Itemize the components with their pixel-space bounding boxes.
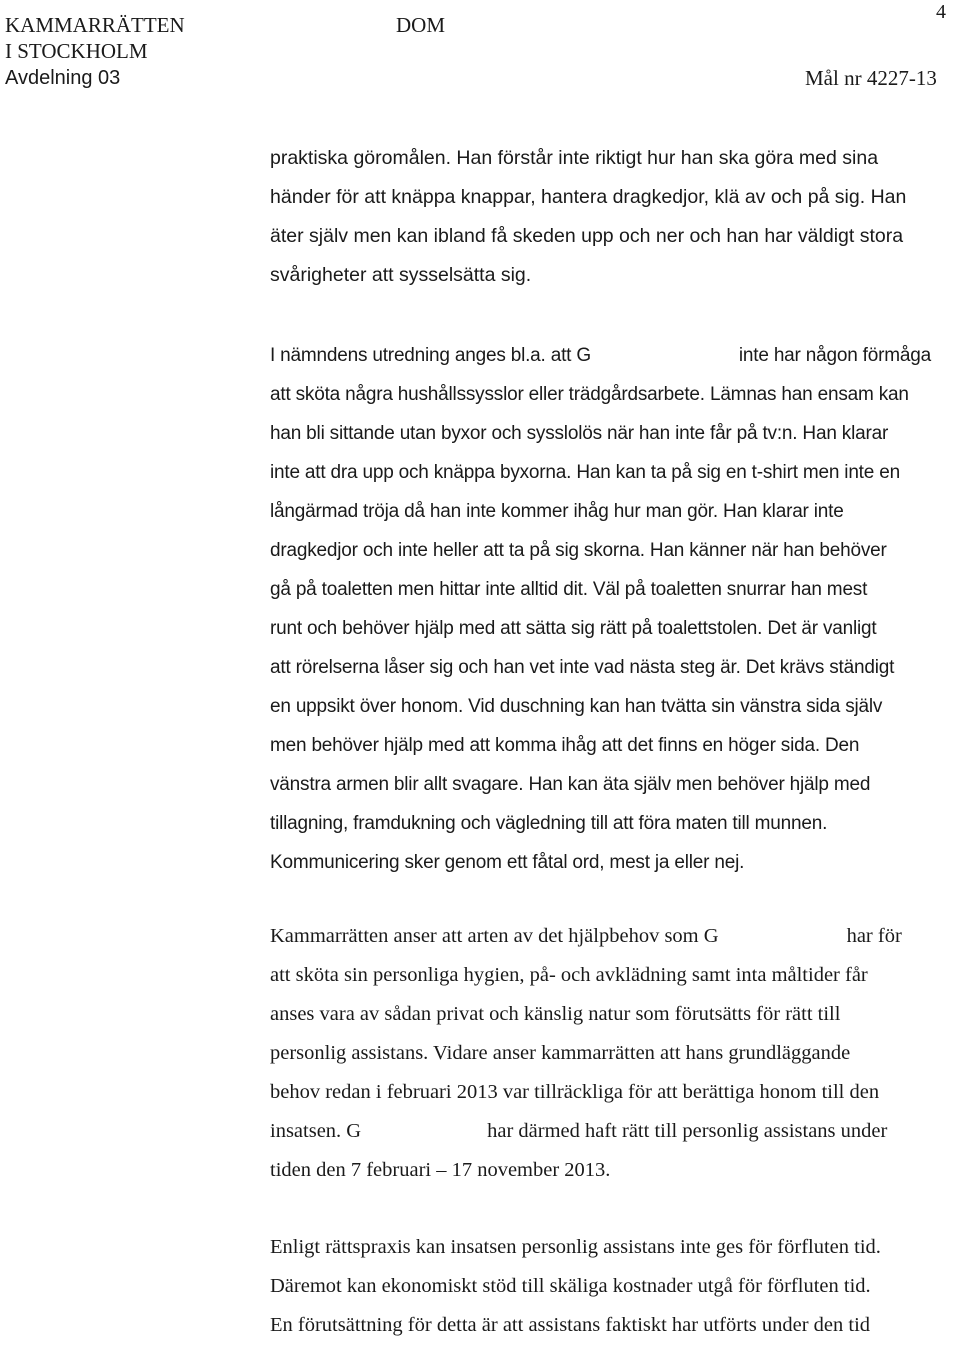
text-line: inte att dra upp och knäppa byxorna. Han kan ta på sig en t-shirt men inte en <box>270 462 900 483</box>
paragraph-2 <box>270 336 960 882</box>
text-line: personlig assistans. Vidare anser kammarrätten att hans grundläggande <box>270 1042 851 1064</box>
text-line: äter själv men kan ibland få skeden upp och ner och han har väldigt stora <box>270 225 904 247</box>
text-line: tillagning, framdukning och vägledning till att föra maten till munnen. <box>270 813 828 834</box>
text-line: gå på toaletten men hittar inte alltid dit. Väl på toaletten snurrar han mest <box>270 579 868 600</box>
text-line: vänstra armen blir allt svagare. Han kan äta själv men behöver hjälp med <box>270 774 871 795</box>
text-line: anses vara av sådan privat och känslig natur som förutsätts för rätt till <box>270 1003 841 1025</box>
text-line: Däremot kan ekonomiskt stöd till skäliga kostnader utgå för förfluten tid. <box>270 1275 871 1297</box>
text-line: men behöver hjälp med att komma ihåg att det finns en höger sida. Den <box>270 735 860 756</box>
text-line-start: I nämndens utredning anges bl.a. att G <box>270 345 591 366</box>
document-type: DOM <box>396 13 446 37</box>
text-line: att sköta sin personliga hygien, på- och avklädning samt inta måltider får <box>270 964 868 986</box>
text-line: han bli sittande utan byxor och sysslolös när han inte får på tv:n. Han klarar <box>270 423 889 444</box>
paragraph-3 <box>270 917 960 1190</box>
text-line <box>270 1112 960 1151</box>
paragraph-4 <box>270 1228 960 1345</box>
text-line: en uppsikt över honom. Vid duschning kan han tvätta sin vänstra sida själv <box>270 696 883 717</box>
text-line: praktiska göromålen. Han förstår inte riktigt hur han ska göra med sina <box>270 147 879 169</box>
paragraph-1 <box>270 139 960 295</box>
case-number: Mål nr 4227-13 <box>805 66 937 90</box>
court-name-line1: KAMMARRÄTTEN <box>5 13 185 37</box>
text-line <box>270 336 960 375</box>
text-line: att sköta några hushållssysslor eller trädgårdsarbete. Lämnas han ensam kan <box>270 384 909 405</box>
text-line-end: har för <box>846 925 902 947</box>
text-line: händer för att knäppa knappar, hantera dragkedjor, klä av och på sig. Han <box>270 186 907 208</box>
text-line-start: insatsen. G <box>270 1120 362 1142</box>
text-line: behov redan i februari 2013 var tillräckliga för att berättiga honom till den <box>270 1081 880 1103</box>
page-number: 4 <box>936 1 946 23</box>
text-line: En förutsättning för detta är att assistans faktiskt har utförts under den tid <box>270 1314 871 1336</box>
text-line: Kommunicering sker genom ett fåtal ord, mest ja eller nej. <box>270 852 745 873</box>
text-line: långärmad tröja då han inte kommer ihåg hur man gör. Han klarar inte <box>270 501 844 522</box>
text-line: dragkedjor och inte heller att ta på sig skorna. Han känner när han behöver <box>270 540 887 561</box>
text-line <box>270 917 960 956</box>
text-line-end: har därmed haft rätt till personlig assistans under <box>487 1120 888 1142</box>
text-line: Enligt rättspraxis kan insatsen personlig assistans inte ges för förfluten tid. <box>270 1236 881 1258</box>
court-name-line2: I STOCKHOLM <box>5 39 148 63</box>
department: Avdelning 03 <box>5 67 121 89</box>
text-line-start: Kammarrätten anser att arten av det hjälpbehov som G <box>270 925 719 947</box>
text-line: tiden den 7 februari – 17 november 2013. <box>270 1159 611 1181</box>
text-line: runt och behöver hjälp med att sätta sig rätt på toalettstolen. Det är vanligt <box>270 618 877 639</box>
text-line: svårigheter att sysselsätta sig. <box>270 264 532 286</box>
text-line: att rörelserna låser sig och han vet inte vad nästa steg är. Det krävs ständigt <box>270 657 895 678</box>
text-line-end: inte har någon förmåga <box>738 345 931 366</box>
